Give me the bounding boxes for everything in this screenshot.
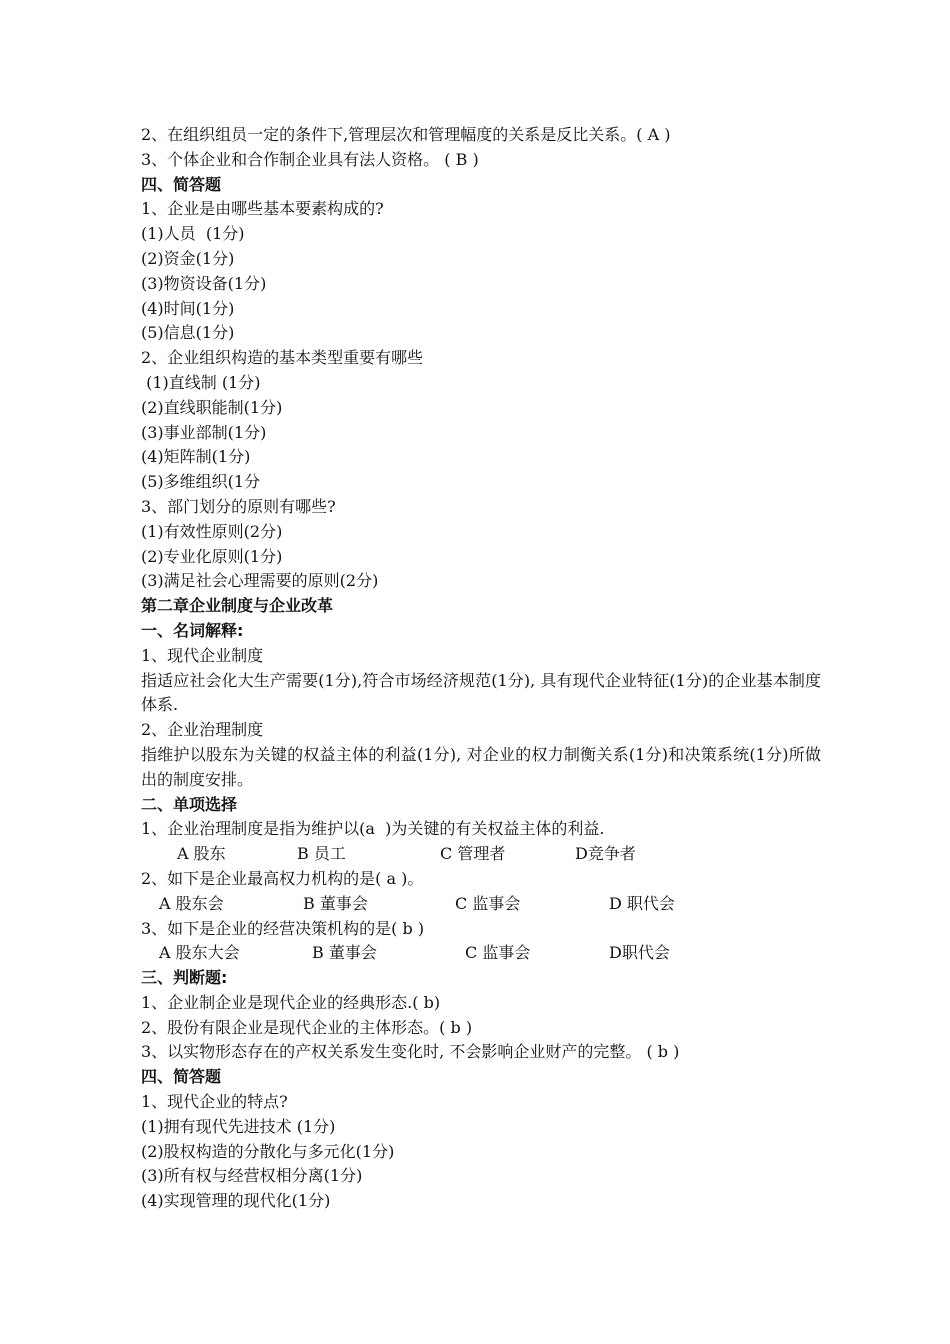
answer-item: (3)所有权与经营权相分离(1分) xyxy=(141,1166,363,1186)
answer-item: (3)事业部制(1分) xyxy=(141,422,267,442)
option-d: D竞争者 xyxy=(575,844,636,864)
answer-item: (3)满足社会心理需要的原则(2分) xyxy=(141,571,379,591)
answer-item: (1)有效性原则(2分) xyxy=(141,521,283,541)
question: 3、如下是企业的经营决策机构的是( b ) xyxy=(141,918,425,938)
answer-item: (2)资金(1分) xyxy=(141,248,235,268)
option-d: D职代会 xyxy=(609,943,670,963)
option-a: A 股东 xyxy=(177,844,226,864)
options-row xyxy=(141,941,821,966)
answer-item: (4)实现管理的现代化(1分) xyxy=(141,1191,331,1211)
answer-item: (2)专业化原则(1分) xyxy=(141,546,283,566)
question: 2、如下是企业最高权力机构的是( a )。 xyxy=(141,868,424,888)
option-b: B 董事会 xyxy=(312,943,377,963)
term-title: 2、企业治理制度 xyxy=(141,720,264,740)
text-line: 3、个体企业和合作制企业具有法人资格。 ( B ) xyxy=(141,149,479,169)
answer-item: (5)信息(1分) xyxy=(141,323,235,343)
answer-item: (1)拥有现代先进技术 (1分) xyxy=(141,1116,336,1136)
term-title: 1、现代企业制度 xyxy=(141,645,264,665)
chapter-heading: 第二章企业制度与企业改革 xyxy=(141,596,334,616)
question: 3、部门划分的原则有哪些? xyxy=(141,496,336,516)
section-heading: 二、单项选择 xyxy=(141,794,238,814)
answer-item: (5)多维组织(1分 xyxy=(141,472,261,492)
section-heading: 三、判断题: xyxy=(141,968,228,988)
answer-item: (4)时间(1分) xyxy=(141,298,235,318)
option-c: C 监事会 xyxy=(465,943,531,963)
answer-item: (4)矩阵制(1分) xyxy=(141,447,251,467)
term-definition: 指适应社会化大生产需要(1分),符合市场经济规范(1分), 具有现代企业特征(1分)的企业基本制度体系. xyxy=(141,670,821,715)
section-heading: 四、简答题 xyxy=(141,1067,222,1087)
options-row xyxy=(141,892,821,917)
option-c: C 管理者 xyxy=(440,844,506,864)
question: 1、企业治理制度是指为维护以(a )为关键的有关权益主体的利益. xyxy=(141,819,605,839)
option-c: C 监事会 xyxy=(455,893,521,913)
section-heading: 一、名词解释: xyxy=(141,620,244,640)
text-line: 3、以实物形态存在的产权关系发生变化时, 不会影响企业财产的完整。 ( b ) xyxy=(141,1042,680,1062)
answer-item: (1)人员 (1分) xyxy=(141,224,245,244)
text-line: 1、企业制企业是现代企业的经典形态.( b) xyxy=(141,992,441,1012)
answer-item: (1)直线制 (1分) xyxy=(141,372,261,392)
document-page xyxy=(141,123,821,1214)
option-b: B 员工 xyxy=(297,844,346,864)
answer-item: (2)直线职能制(1分) xyxy=(141,397,283,417)
option-d: D 职代会 xyxy=(609,893,675,913)
text-line: 2、在组织组员一定的条件下,管理层次和管理幅度的关系是反比关系。( A ) xyxy=(141,125,671,144)
section-heading: 四、简答题 xyxy=(141,174,222,194)
option-b: B 董事会 xyxy=(303,893,368,913)
question: 1、企业是由哪些基本要素构成的? xyxy=(141,199,384,219)
options-row xyxy=(141,842,821,867)
term-definition: 指维护以股东为关键的权益主体的利益(1分), 对企业的权力制衡关系(1分)和决策系统(1分)所做出的制度安排。 xyxy=(141,744,821,789)
answer-item: (3)物资设备(1分) xyxy=(141,273,267,293)
text-line: 2、股份有限企业是现代企业的主体形态。( b ) xyxy=(141,1017,473,1037)
option-a: A 股东大会 xyxy=(159,943,240,963)
question: 1、现代企业的特点? xyxy=(141,1092,288,1112)
question: 2、企业组织构造的基本类型重要有哪些 xyxy=(141,348,424,368)
answer-item: (2)股权构造的分散化与多元化(1分) xyxy=(141,1141,395,1161)
option-a: A 股东会 xyxy=(159,893,224,913)
